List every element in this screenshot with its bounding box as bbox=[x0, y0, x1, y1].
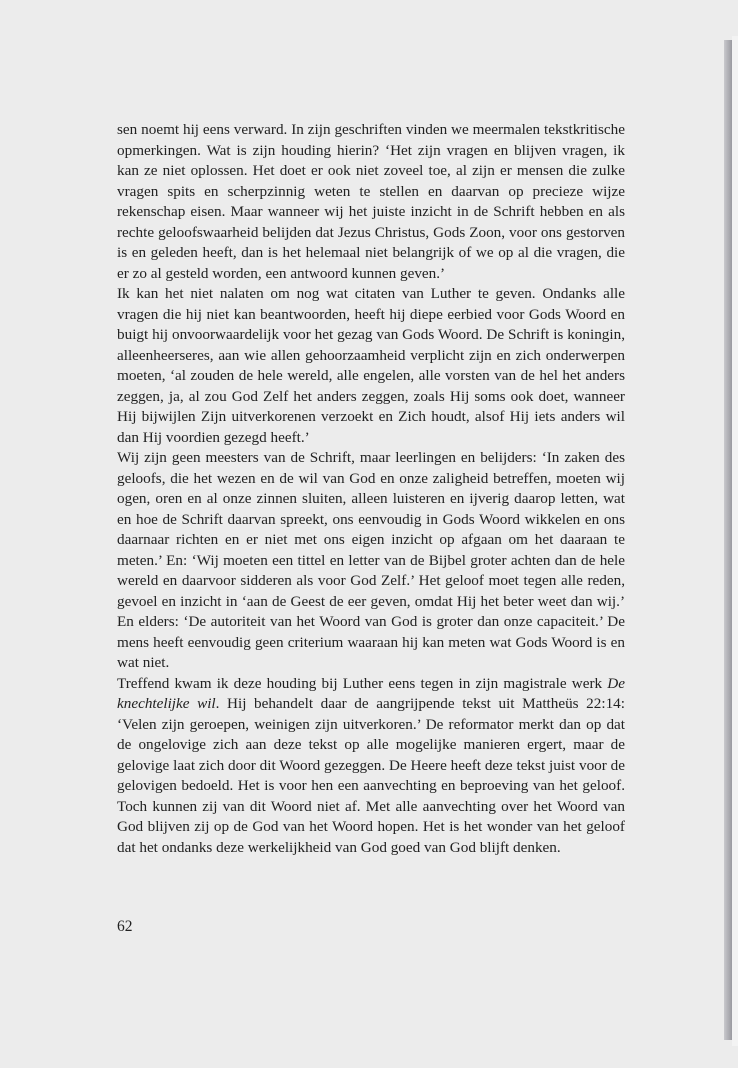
paragraph-2: Ik kan het niet nalaten om nog wat citaten van Luther te geven. Ondanks alle vragen die hij niet kan beantwoorden, heeft hij diepe eerbied voor Gods Woord en buigt hij onvoorwaardelijk voor het gezag van Gods Woord. De Schrift is koningin, alleenheerseres, aan wie allen gehoorzaamheid verplicht zijn en zich onderwerpen moeten, ‘al zouden de hele wereld, alle engelen, alle vorsten van de hel het anders zeggen, ja, al zou God Zelf het anders zeggen, zoals Hij soms ook doet, wanneer Hij bijwijlen Zijn uitverkorenen verzoekt en Zich houdt, alsof Hij iets anders wil dan Hij voordien gezegd heeft.’ bbox=[117, 285, 625, 446]
book-title-italic: De knechtelijke wil bbox=[117, 674, 625, 712]
paragraph-4 bbox=[117, 674, 625, 859]
body-text bbox=[117, 120, 625, 858]
paragraph-3: Wij zijn geen meesters van de Schrift, maar leerlingen en belijders: ‘In zaken des geloofs, die het wezen en de wil van God en onze zaligheid betreffen, moeten wij ogen, oren en al onze zinnen sluiten, alleen luisteren en ijverig daarop letten, wat en hoe de Schrift daarvan spreekt, ons eenvoudig in Gods Woord wikkelen en ons daarnaar richten en er niet met ons eigen inzicht op afgaan om het daaraan te meten.’ En: ‘Wij moeten een tittel en letter van de Bijbel groter achten dan de hele wereld en daarvoor sidderen als voor God Zelf.’ Het geloof moet tegen alle reden, gevoel en inzicht in ‘aan de Geest de eer geven, omdat Hij het beter weet dan wij.’ En elders: ‘De autoriteit van het Woord van God is groter dan onze capaciteit.’ De mens heeft eenvoudig geen criterium waaraan hij kan meten wat Gods Woord is en wat niet. bbox=[117, 449, 625, 671]
paragraph-1: sen noemt hij eens verward. In zijn geschriften vinden we meermalen tekstkritische opmerkingen. Wat is zijn houding hierin? ‘Het zijn vragen en blijven vragen, ik kan ze niet oplossen. Het doet er ook niet zoveel toe, al zijn er mensen die zulke vragen spits en scherpzinnig weten te stellen en daarvan op precieze wijze rekenschap eisen. Maar wanneer wij het juiste inzicht in de Schrift hebben en als rechte geloofswaarheid belijden dat Jezus Christus, Gods Zoon, voor ons gestorven is en geleden heeft, dan is het helemaal niet belangrijk of we op al die vragen, die er zo al gesteld worden, een antwoord kunnen geven.’ bbox=[117, 121, 625, 282]
page-edge-outer bbox=[732, 36, 738, 1046]
paragraph-4-text-after: . Hij behandelt daar de aangrijpende tekst uit Mattheüs 22:14: ‘Velen zijn geroepen, weinigen zijn uitverkoren.’ De reformator merkt dan op dat de ongelovige zich aan deze tekst op alle mogelijke manieren ergert, maar de gelovige laat zich door dit Woord gezeggen. De Heere heeft deze tekst juist voor de gelovigen bedoeld. Het is voor hen een aanvechting en beproeving van het geloof. Toch kunnen zij van dit Woord niet af. Met alle aanvechting over het Woord van God blijven zij op de God van het Woord hopen. Het is het wonder van het geloof dat het ondanks deze werkelijkheid van God goed van God blijft denken. bbox=[117, 695, 625, 856]
paragraph-4-text-before: Treffend kwam ik deze houding bij Luther eens tegen in zijn magistrale werk bbox=[117, 674, 608, 692]
page-number: 62 bbox=[117, 918, 133, 935]
page-edge bbox=[724, 40, 732, 1040]
